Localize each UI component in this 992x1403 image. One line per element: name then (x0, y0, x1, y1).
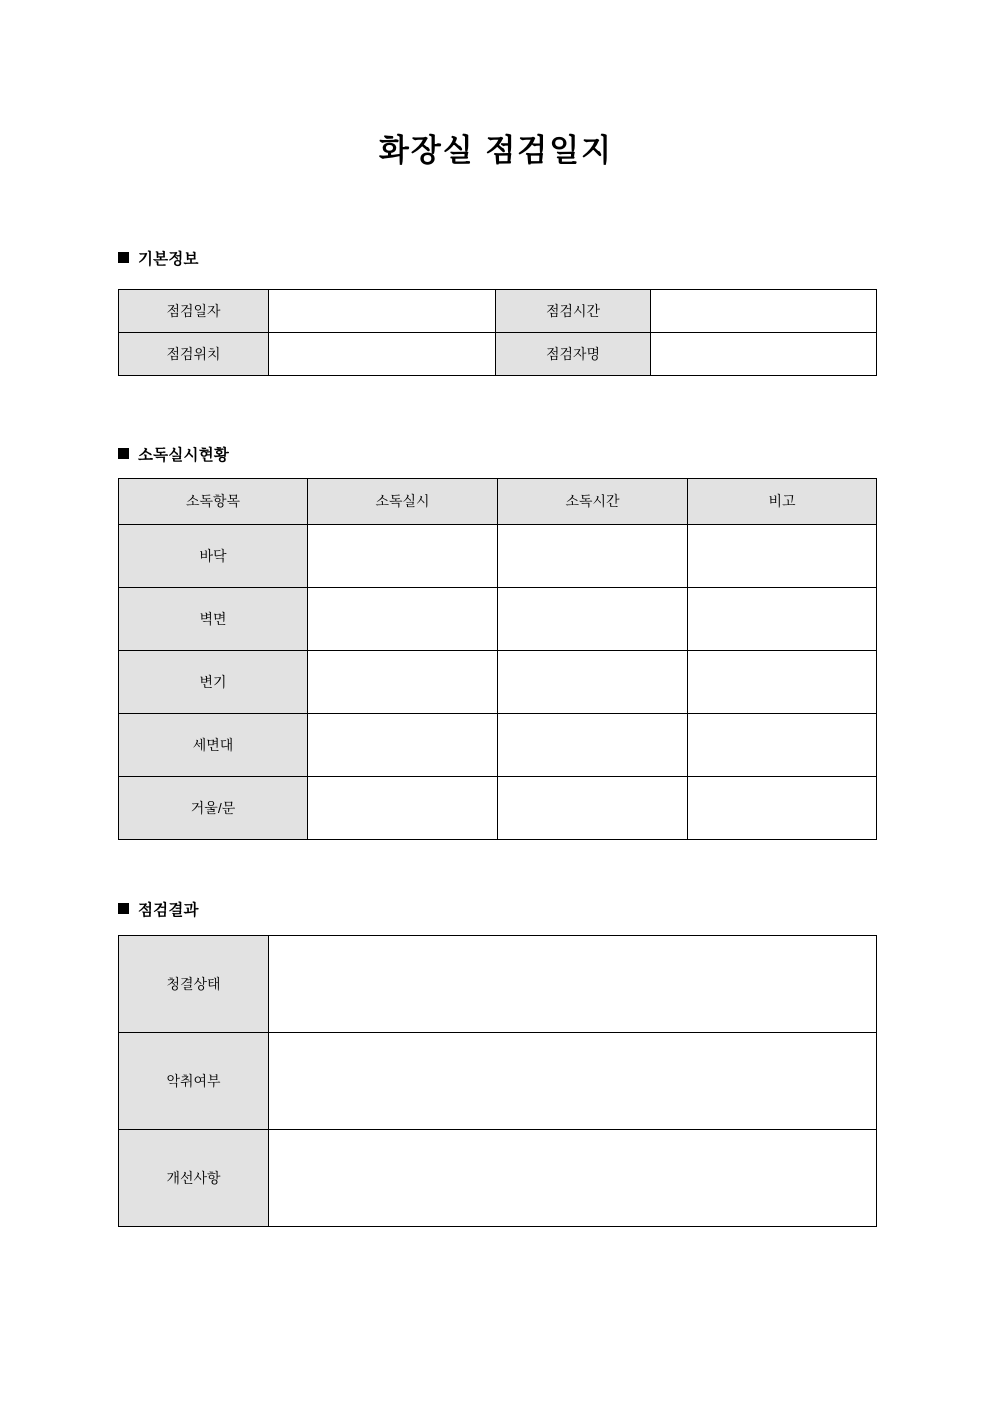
cell-floor-performed[interactable] (308, 525, 498, 588)
row-label-wall: 벽면 (119, 588, 308, 651)
table-row (119, 651, 877, 714)
field-inspection-time[interactable] (651, 290, 877, 333)
row-label-floor: 바닥 (119, 525, 308, 588)
column-header-performed: 소독실시 (308, 479, 498, 525)
table-row (119, 588, 877, 651)
cell-wall-time[interactable] (498, 588, 688, 651)
cell-wall-remarks[interactable] (688, 588, 877, 651)
field-inspection-location[interactable] (269, 333, 496, 376)
label-inspection-date: 점검일자 (119, 290, 269, 333)
column-header-item: 소독항목 (119, 479, 308, 525)
field-cleanliness-state[interactable] (269, 936, 877, 1033)
field-improvement-items[interactable] (269, 1130, 877, 1227)
row-label-washbasin: 세면대 (119, 714, 308, 777)
label-improvement-items: 개선사항 (119, 1130, 269, 1227)
row-label-toilet: 변기 (119, 651, 308, 714)
section-heading-result-label: 점검결과 (138, 902, 199, 919)
label-cleanliness-state: 청결상태 (119, 936, 269, 1033)
table-row (119, 333, 877, 376)
section-heading-basic-info-label: 기본정보 (138, 251, 199, 268)
square-bullet-icon (118, 448, 129, 459)
label-inspection-location: 점검위치 (119, 333, 269, 376)
field-odor-status[interactable] (269, 1033, 877, 1130)
section-heading-disinfection-label: 소독실시현황 (138, 447, 230, 464)
cell-washbasin-time[interactable] (498, 714, 688, 777)
row-label-mirror-door: 거울/문 (119, 777, 308, 840)
table-header-row (119, 479, 877, 525)
label-odor-status: 악취여부 (119, 1033, 269, 1130)
cell-floor-remarks[interactable] (688, 525, 877, 588)
table-row (119, 525, 877, 588)
table-row (119, 777, 877, 840)
field-inspection-date[interactable] (269, 290, 496, 333)
inspection-result-table (118, 935, 877, 1227)
table-row (119, 714, 877, 777)
section-heading-disinfection (118, 445, 229, 467)
cell-washbasin-performed[interactable] (308, 714, 498, 777)
table-row (119, 1130, 877, 1227)
table-row (119, 290, 877, 333)
section-heading-basic-info (118, 249, 199, 271)
basic-info-table (118, 289, 877, 376)
section-heading-result (118, 900, 199, 922)
disinfection-status-table (118, 478, 877, 840)
cell-toilet-time[interactable] (498, 651, 688, 714)
column-header-remarks: 비고 (688, 479, 877, 525)
page-title: 화장실 점검일지 (378, 133, 614, 168)
cell-mirror-door-remarks[interactable] (688, 777, 877, 840)
cell-mirror-door-time[interactable] (498, 777, 688, 840)
cell-mirror-door-performed[interactable] (308, 777, 498, 840)
cell-wall-performed[interactable] (308, 588, 498, 651)
square-bullet-icon (118, 903, 129, 914)
table-row (119, 1033, 877, 1130)
square-bullet-icon (118, 252, 129, 263)
cell-floor-time[interactable] (498, 525, 688, 588)
field-inspector-name[interactable] (651, 333, 877, 376)
cell-washbasin-remarks[interactable] (688, 714, 877, 777)
table-row (119, 936, 877, 1033)
cell-toilet-performed[interactable] (308, 651, 498, 714)
label-inspector-name: 점검자명 (496, 333, 651, 376)
column-header-time: 소독시간 (498, 479, 688, 525)
cell-toilet-remarks[interactable] (688, 651, 877, 714)
label-inspection-time: 점검시간 (496, 290, 651, 333)
